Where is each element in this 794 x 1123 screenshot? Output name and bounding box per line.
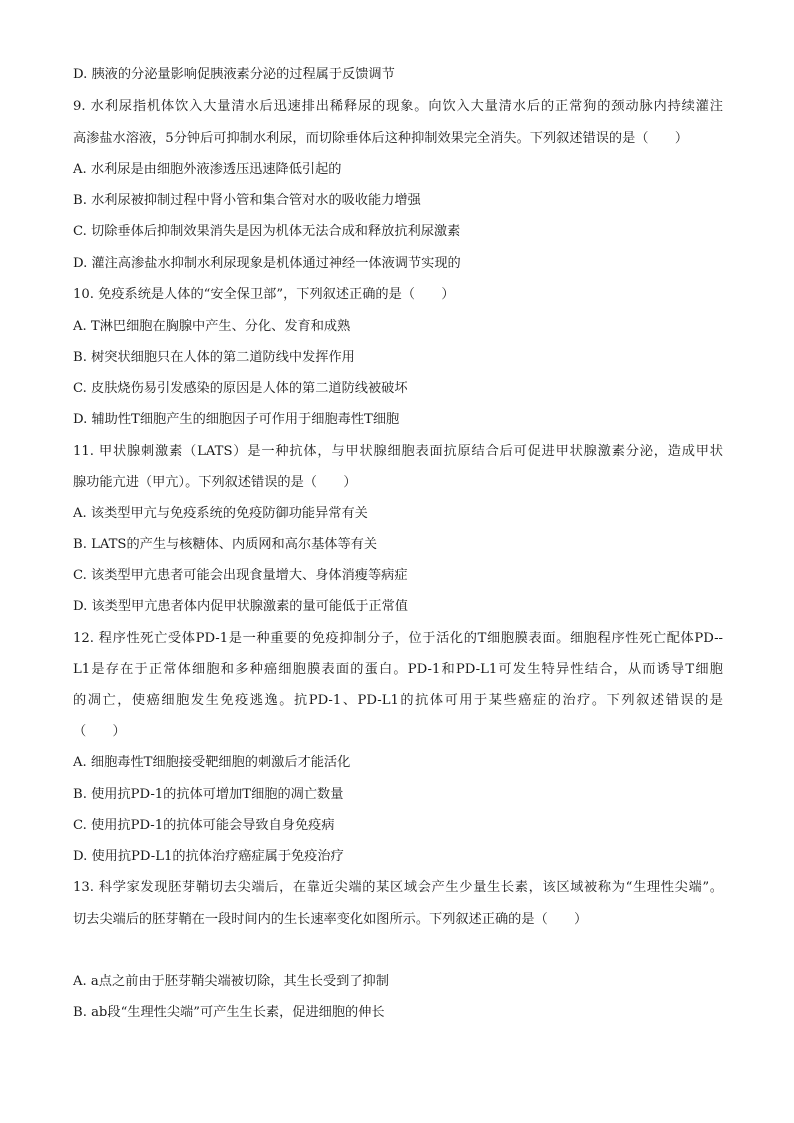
q13-stem-line-1: 13. 科学家发现胚芽鞘切去尖端后，在靠近尖端的某区域会产生少量生长素，该区域被称为“生理性尖端”。	[73, 880, 723, 895]
q11-stem-line-2: 腺功能亢进（甲亢）。下列叙述错误的是（ ）	[73, 475, 357, 490]
q12-stem-line-4: （ ）	[73, 724, 126, 739]
q13-option-a: A. a点之前由于胚芽鞘尖端被切除，其生长受到了抑制	[73, 974, 389, 989]
q11-option-b: B. LATS的产生与核糖体、内质网和高尔基体等有关	[73, 537, 378, 552]
q9-option-d: D. 灌注高渗盐水抑制水利尿现象是机体通过神经一体液调节实现的	[73, 256, 461, 271]
q8-option-d: D. 胰液的分泌量影响促胰液素分泌的过程属于反馈调节	[73, 67, 395, 82]
q12-option-a: A. 细胞毒性T细胞接受靶细胞的刺激后才能活化	[73, 755, 351, 770]
q12-option-d: D. 使用抗PD-L1的抗体治疗癌症属于免疫治疗	[73, 849, 344, 864]
q10-option-a: A. T淋巴细胞在胸腺中产生、分化、发育和成熟	[73, 319, 351, 334]
q12-stem-line-2: L1是存在于正常体细胞和多种癌细胞膜表面的蛋白。PD-1和PD-L1可发生特异性结合，从而诱导T细胞	[73, 662, 723, 677]
q9-stem-line-1: 9. 水利尿指机体饮入大量清水后迅速排出稀释尿的现象。向饮入大量清水后的正常狗的颈动脉内持续灌注	[73, 99, 723, 114]
q12-option-c: C. 使用抗PD-1的抗体可能会导致自身免疫病	[73, 818, 335, 833]
q10-option-b: B. 树突状细胞只在人体的第二道防线中发挥作用	[73, 350, 355, 365]
q13-stem-line-2: 切去尖端后的胚芽鞘在一段时间内的生长速率变化如图所示。下列叙述正确的是（ ）	[73, 912, 588, 927]
q9-option-a: A. 水利尿是由细胞外液渗透压迅速降低引起的	[73, 162, 342, 177]
q11-stem-line-1: 11. 甲状腺刺激素（LATS）是一种抗体，与甲状腺细胞表面抗原结合后可促进甲状腺激素分泌，造成甲状	[73, 444, 723, 459]
q11-option-a: A. 该类型甲亢与免疫系统的免疫防御功能异常有关	[73, 506, 368, 521]
q12-stem-line-3: 的凋亡，使癌细胞发生免疫逃逸。抗PD-1、PD-L1的抗体可用于某些癌症的治疗。下列叙述错误的是	[73, 693, 723, 708]
q9-stem-line-2: 高渗盐水溶液，5分钟后可抑制水利尿，而切除垂体后这种抑制效果完全消失。下列叙述错误的是（ ）	[73, 131, 689, 146]
q10-option-c: C. 皮肤烧伤易引发感染的原因是人体的第二道防线被破坏	[73, 381, 408, 396]
q10-stem: 10. 免疫系统是人体的“安全保卫部”，下列叙述正确的是（ ）	[73, 287, 455, 302]
q12-stem-line-1: 12. 程序性死亡受体PD-1是一种重要的免疫抑制分子，位于活化的T细胞膜表面。细胞程序性死亡配体PD--	[73, 631, 723, 646]
q11-option-d: D. 该类型甲亢患者体内促甲状腺激素的量可能低于正常值	[73, 599, 408, 614]
q10-option-d: D. 辅助性T细胞产生的细胞因子可作用于细胞毒性T细胞	[73, 412, 400, 427]
q9-option-c: C. 切除垂体后抑制效果消失是因为机体无法合成和释放抗利尿激素	[73, 224, 461, 239]
q13-option-b: B. ab段“生理性尖端”可产生生长素，促进细胞的伸长	[73, 1005, 385, 1020]
q12-option-b: B. 使用抗PD-1的抗体可增加T细胞的凋亡数量	[73, 787, 344, 802]
q9-option-b: B. 水利尿被抑制过程中肾小管和集合管对水的吸收能力增强	[73, 193, 421, 208]
q11-option-c: C. 该类型甲亢患者可能会出现食量增大、身体消瘦等病症	[73, 568, 408, 583]
